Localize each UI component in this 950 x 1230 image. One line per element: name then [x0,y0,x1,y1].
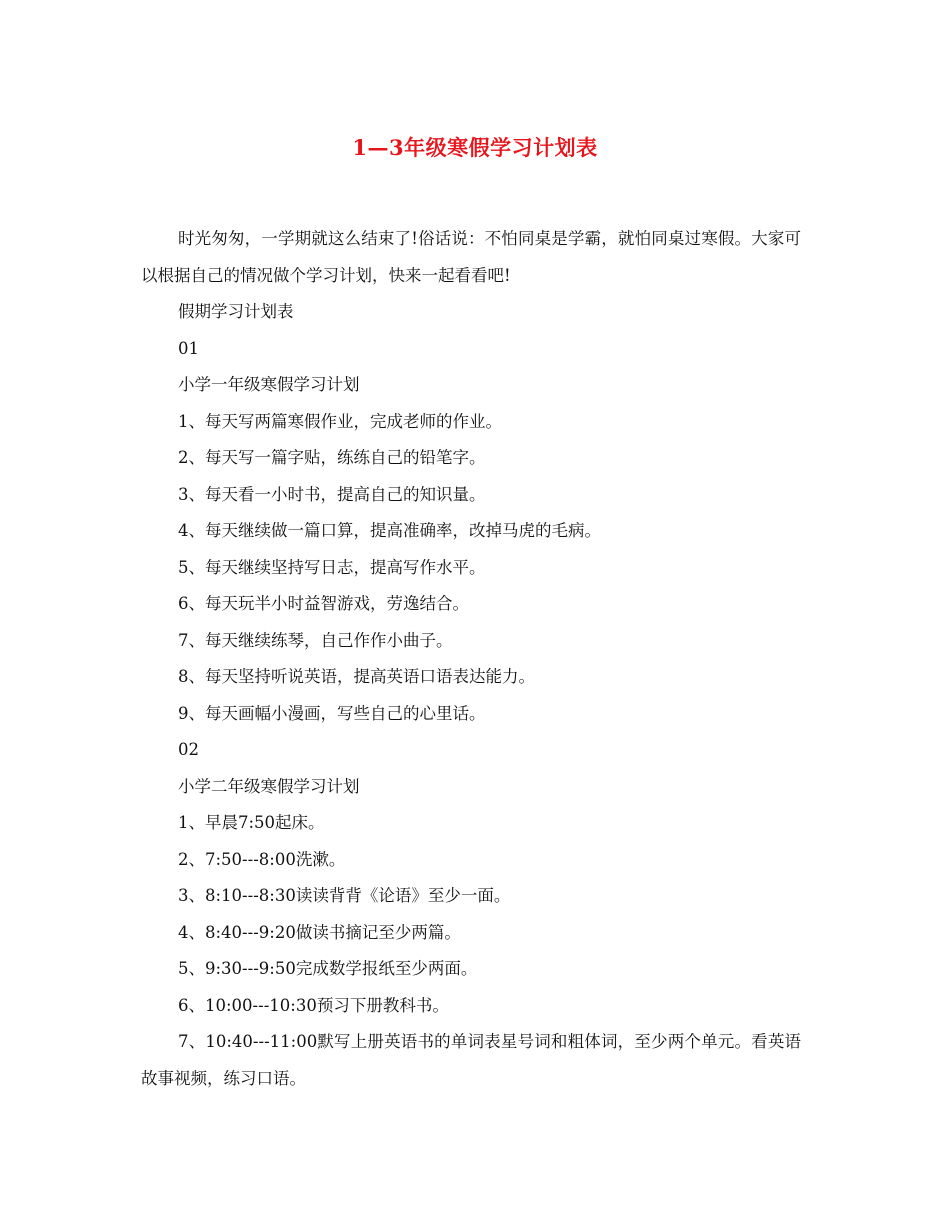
list-item: 1、早晨7:50起床。 [178,813,325,832]
document-title: 1—3年级寒假学习计划表 [352,135,598,160]
list-item: 7、10:40---11:00默写上册英语书的单词表星号词和粗体词，至少两个单元。看英语故事视频，练习口语。 [141,1032,801,1088]
section-heading: 小学二年级寒假学习计划 [178,776,360,796]
list-item: 9、每天画幅小漫画，写些自己的心里话。 [178,703,486,723]
intro-paragraph: 时光匆匆，一学期就这么结束了!俗话说：不怕同桌是学霸，就怕同桌过寒假。大家可以根据自己的情况做个学习计划，快来一起看看吧! [141,229,801,285]
list-item: 7、每天继续练琴，自己作作小曲子。 [178,630,453,650]
list-item: 3、8:10---8:30读读背背《论语》至少一面。 [178,886,511,905]
list-item: 2、每天写一篇字贴，练练自己的铅笔字。 [178,448,486,467]
section-heading: 小学一年级寒假学习计划 [178,375,360,394]
list-item: 5、9:30---9:50完成数学报纸至少两面。 [178,959,478,978]
list-item: 4、每天继续做一篇口算，提高准确率，改掉马虎的毛病。 [178,521,601,540]
list-item: 8、每天坚持听说英语，提高英语口语表达能力。 [178,667,535,686]
list-item: 2、7:50---8:00洗漱。 [178,849,346,869]
list-item: 3、每天看一小时书，提高自己的知识量。 [178,484,486,504]
subtitle: 假期学习计划表 [178,302,294,321]
list-item: 5、每天继续坚持写日志，提高写作水平。 [178,557,486,577]
list-item: 6、每天玩半小时益智游戏，劳逸结合。 [178,594,469,613]
document-body [141,221,801,1097]
section-number: 02 [178,740,199,759]
list-item: 4、8:40---9:20做读书摘记至少两篇。 [178,922,461,942]
list-item: 6、10:00---10:30预习下册教科书。 [178,995,449,1015]
list-item: 1、每天写两篇寒假作业，完成老师的作业。 [178,411,502,431]
section-number: 01 [178,338,199,358]
